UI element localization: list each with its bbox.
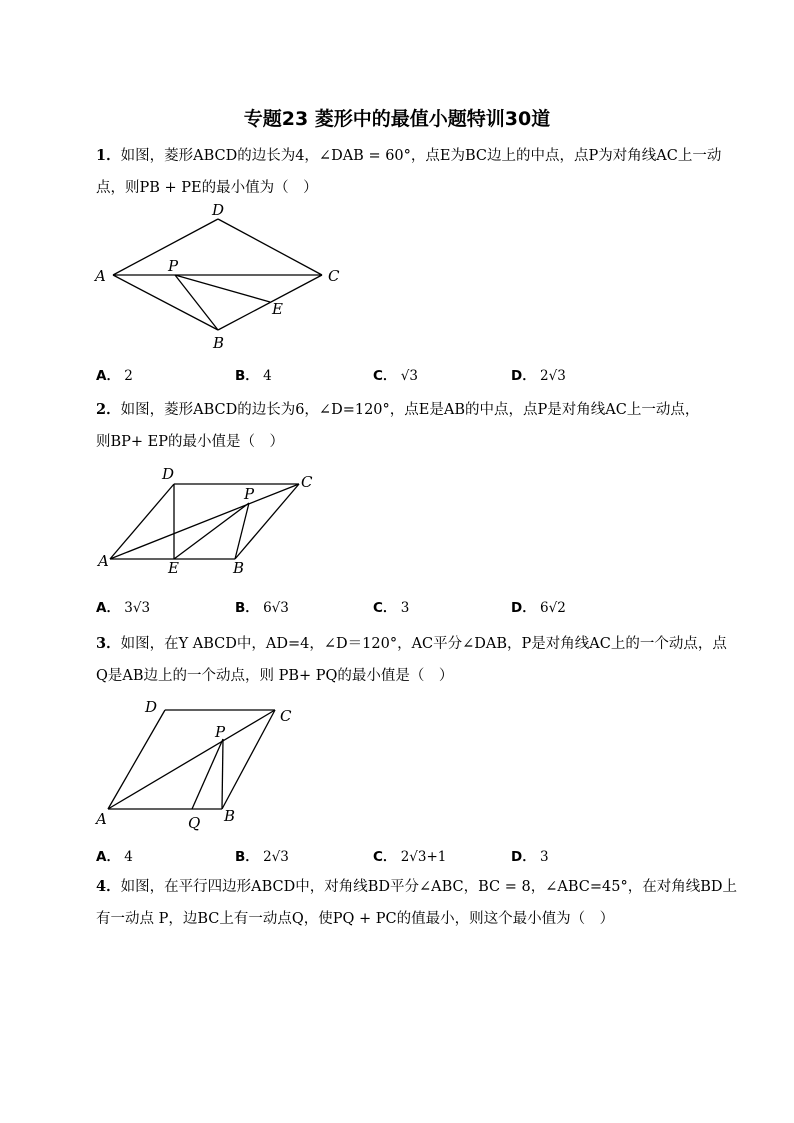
label-a: A [98,552,109,570]
question-2-line-1: 2．如图，菱形ABCD的边长为6，∠D=120°，点E是AB的中点，点P是对角线AC上一动点， [96,401,700,418]
question-3-number: 3． [96,635,121,652]
choice-d: D． 3 [511,849,549,865]
label-b: B [233,559,245,577]
question-3-line-1: 3．如图，在Y ABCD中，AD=4，∠D＝120°，AC平分∠DAB，P是对角线AC上的一个动点，点 [96,635,727,652]
question-2-line-2: 则BP+ EP的最小值是（ ） [96,434,285,450]
label-b: B [224,807,236,825]
label-p: P [244,485,255,503]
choice-d: D． 2√3 [511,368,566,384]
question-3-figure [94,696,304,836]
label-c: C [301,473,313,491]
question-2-choices [96,596,696,616]
label-b: B [213,334,225,352]
choice-c: C． √3 [373,368,418,384]
choice-b: B． 2√3 [235,849,289,865]
question-1-number: 1． [96,147,121,164]
question-3-line-2: Q是AB边上的一个动点，则 PB+ PQ的最小值是（ ） [96,668,454,684]
label-e: E [168,559,179,577]
question-2-number: 2． [96,401,121,418]
label-d: D [162,465,175,483]
label-c: C [280,707,292,725]
question-1-line-2: 点，则PB + PE的最小值为（ ） [96,180,318,196]
label-a: A [95,267,106,285]
label-a: A [96,810,107,828]
choice-a: A． 4 [96,849,133,865]
question-1-figure [90,200,360,350]
choice-d: D． 6√2 [511,600,566,616]
question-1-choices [96,364,696,384]
choice-a: A． 2 [96,368,133,384]
question-4-line-2: 有一动点 P，边BC上有一动点Q，使PQ + PC的值最小，则这个最小值为（ ） [96,911,615,927]
label-d: D [212,201,225,219]
choice-c: C． 3 [373,600,410,616]
choice-a: A． 3√3 [96,600,151,616]
label-p: P [168,257,179,275]
label-q: Q [188,814,201,832]
question-3-choices [96,845,696,865]
choice-c: C． 2√3+1 [373,849,447,865]
label-c: C [328,267,340,285]
question-1-line-1: 1．如图，菱形ABCD的边长为4，∠DAB = 60°，点E为BC边上的中点，点P为对角线AC上一动 [96,147,722,164]
question-2-figure [96,465,326,580]
question-4-number: 4． [96,878,121,895]
label-e: E [272,300,283,318]
label-d: D [145,698,158,716]
choice-b: B． 6√3 [235,600,289,616]
page-title: 专题23 菱形中的最值小题特训30道 [243,108,551,130]
label-p: P [215,723,226,741]
question-4-line-1: 4．如图，在平行四边形ABCD中，对角线BD平分∠ABC，BC = 8，∠ABC=45°，在对角线BD上 [96,878,738,895]
choice-b: B． 4 [235,368,272,384]
